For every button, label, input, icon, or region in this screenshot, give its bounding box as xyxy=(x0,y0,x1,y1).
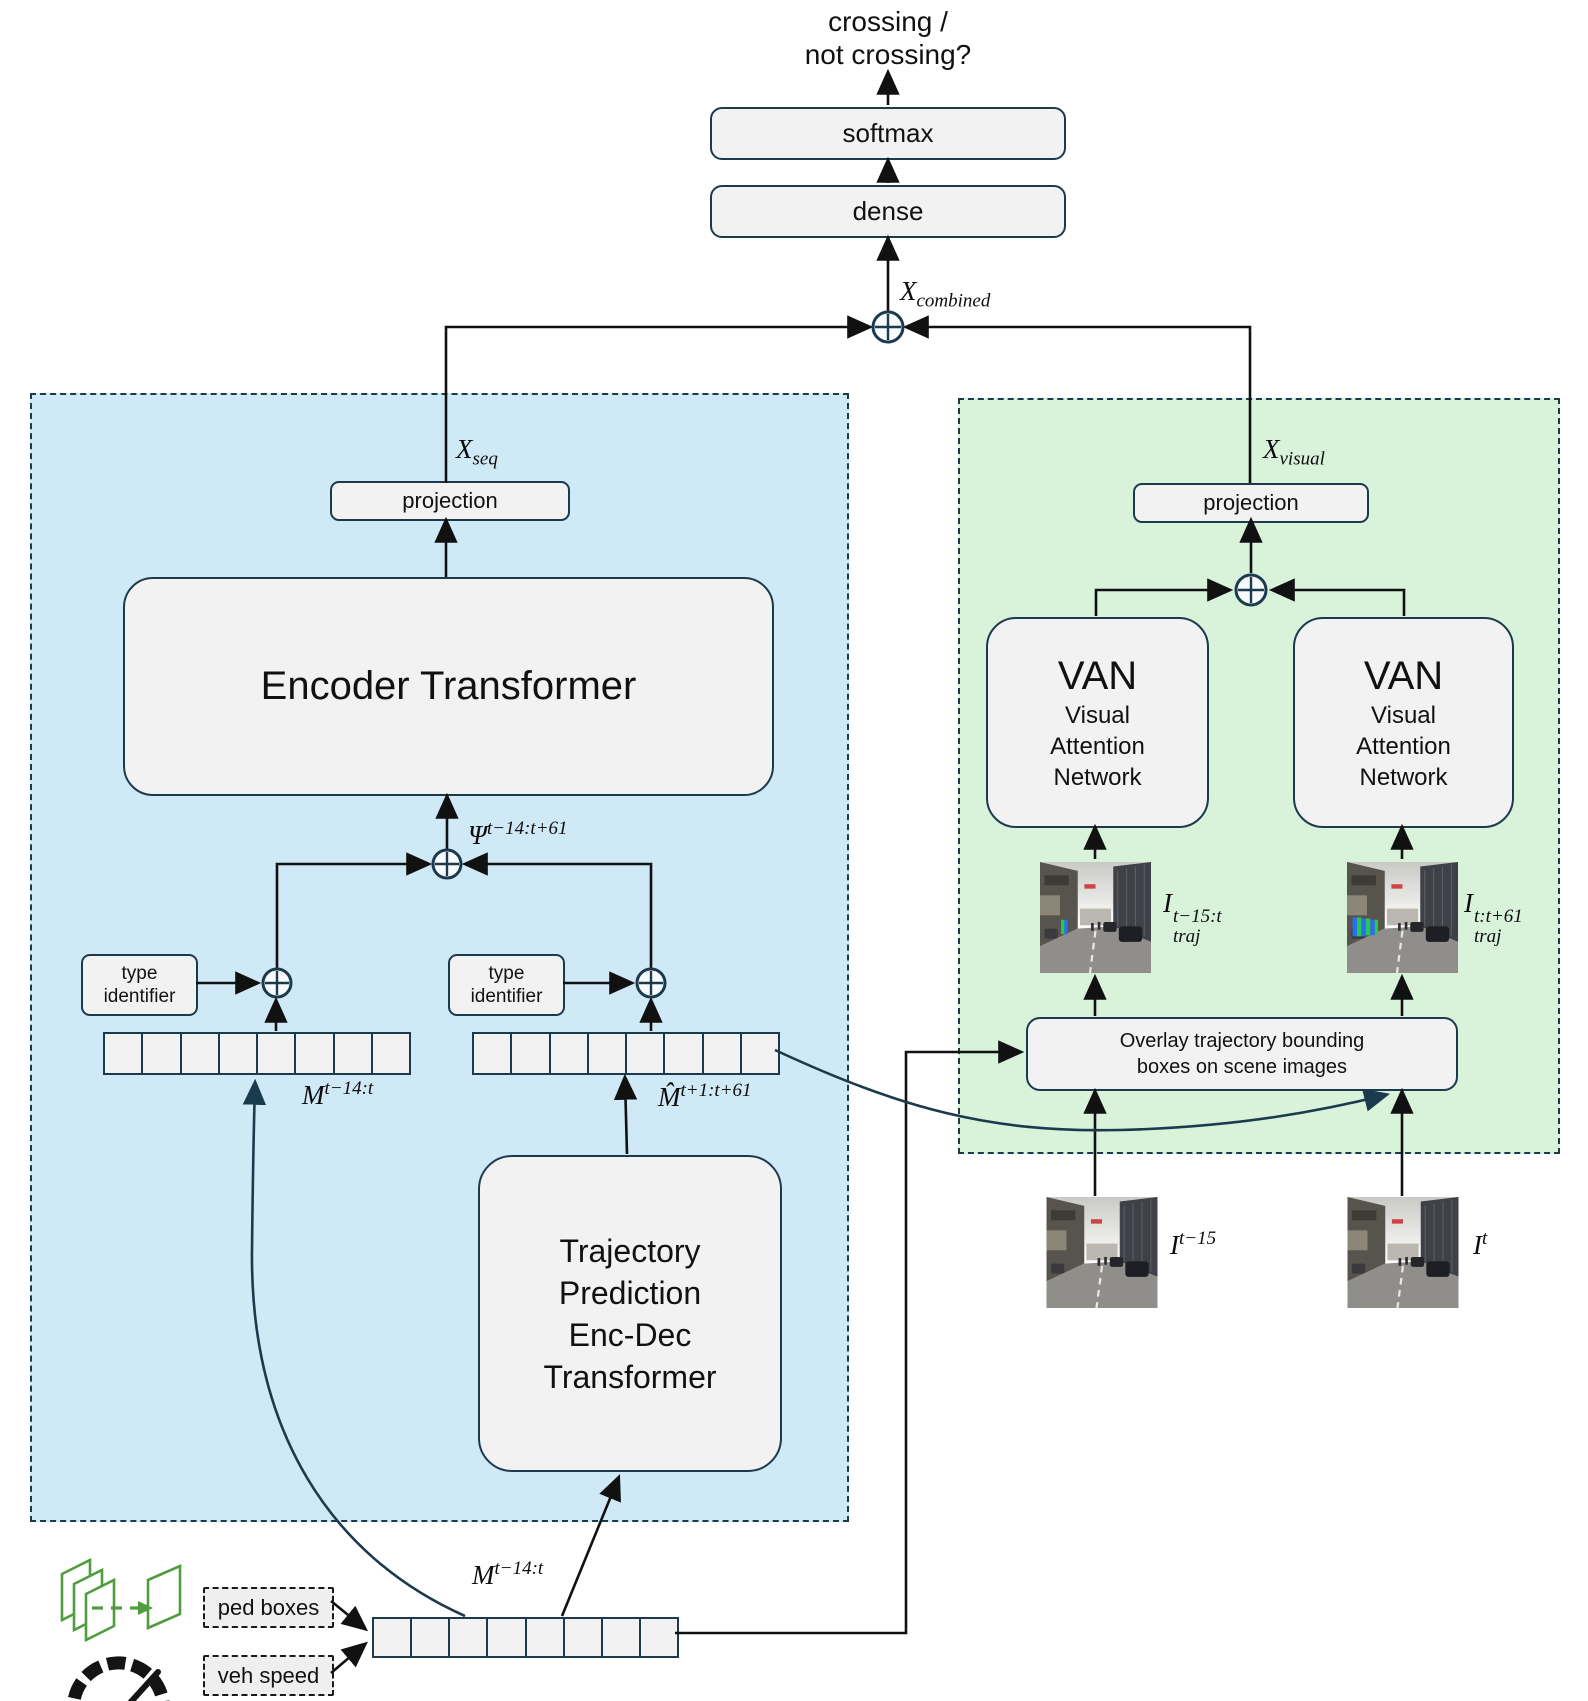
bar-cell xyxy=(474,1034,512,1073)
bar-cell xyxy=(450,1619,488,1656)
bar-cell xyxy=(373,1034,409,1073)
bar-cell xyxy=(589,1034,627,1073)
m-predicted-label: M̂$^{t+1:t+61}$ xyxy=(658,1080,752,1112)
bar-cell xyxy=(704,1034,742,1073)
bar-cell xyxy=(374,1619,412,1656)
bar-cell xyxy=(627,1034,665,1073)
type-identifier-right-box: type identifier xyxy=(448,954,565,1016)
bar-cell xyxy=(742,1034,778,1073)
arrow-pedboxes-to-bar xyxy=(331,1601,364,1628)
m-history-label: $M^{t-14:t}$ xyxy=(302,1078,374,1110)
bar-cell xyxy=(565,1619,603,1656)
sam-projection-box: projection xyxy=(330,481,570,521)
bar-cell xyxy=(488,1619,526,1656)
bar-cell xyxy=(512,1034,550,1073)
output-question: crossing / not crossing? xyxy=(804,6,972,70)
psi-label: $\Psi^{t-14:t+61}$ xyxy=(468,818,568,850)
bar-cell xyxy=(412,1619,450,1656)
dense-box: dense xyxy=(710,185,1066,238)
i-traj-past-label: I t−15:t traj xyxy=(1163,888,1222,948)
ped-boxes-box: ped boxes xyxy=(203,1587,334,1628)
bar-cell xyxy=(220,1034,258,1073)
bar-cell xyxy=(335,1034,373,1073)
bar-cell xyxy=(143,1034,181,1073)
bar-cell xyxy=(641,1619,677,1656)
veh-speed-box: veh speed xyxy=(203,1655,334,1696)
softmax-box: softmax xyxy=(710,107,1066,160)
bar-cell xyxy=(665,1034,703,1073)
x-combined-label: $X_{combined}$ xyxy=(900,276,991,312)
input-token-bar xyxy=(372,1617,679,1658)
bar-cell xyxy=(551,1034,589,1073)
bar-cell xyxy=(182,1034,220,1073)
traj-scene-image-future xyxy=(1347,862,1458,973)
bar-cell xyxy=(105,1034,143,1073)
predicted-token-bar xyxy=(472,1032,780,1075)
bar-cell xyxy=(258,1034,296,1073)
sum-icon-combined xyxy=(873,312,903,342)
i-past-label: $I^{t-15}$ xyxy=(1170,1228,1217,1260)
speedometer-icon xyxy=(64,1638,176,1701)
trajectory-transformer-box: Trajectory Prediction Enc-Dec Transformer xyxy=(478,1155,782,1472)
history-token-bar xyxy=(103,1032,411,1075)
bar-cell xyxy=(296,1034,334,1073)
frame-sequence-icon xyxy=(56,1556,186,1648)
x-seq-label: $X_{seq}$ xyxy=(456,434,498,470)
van-left-box: VAN Visual Attention Network xyxy=(986,617,1209,828)
bar-cell xyxy=(527,1619,565,1656)
overlay-box: Overlay trajectory bounding boxes on scene images xyxy=(1026,1017,1458,1091)
i-traj-future-label: I t:t+61 traj xyxy=(1464,888,1523,948)
scene-image-past xyxy=(1046,1197,1158,1308)
scene-image-now xyxy=(1347,1197,1459,1308)
encoder-transformer-box: Encoder Transformer xyxy=(123,577,774,796)
x-visual-label: $X_{visual}$ xyxy=(1263,434,1325,470)
arrow-vehspeed-to-bar xyxy=(331,1645,364,1673)
van-right-box: VAN Visual Attention Network xyxy=(1293,617,1514,828)
i-now-label: $I^t$ xyxy=(1473,1228,1488,1260)
type-identifier-left-box: type identifier xyxy=(81,954,198,1016)
bar-cell xyxy=(603,1619,641,1656)
m-input-label: $M^{t-14:t}$ xyxy=(472,1558,544,1590)
vam-projection-box: projection xyxy=(1133,483,1369,523)
traj-scene-image-past xyxy=(1040,862,1151,973)
